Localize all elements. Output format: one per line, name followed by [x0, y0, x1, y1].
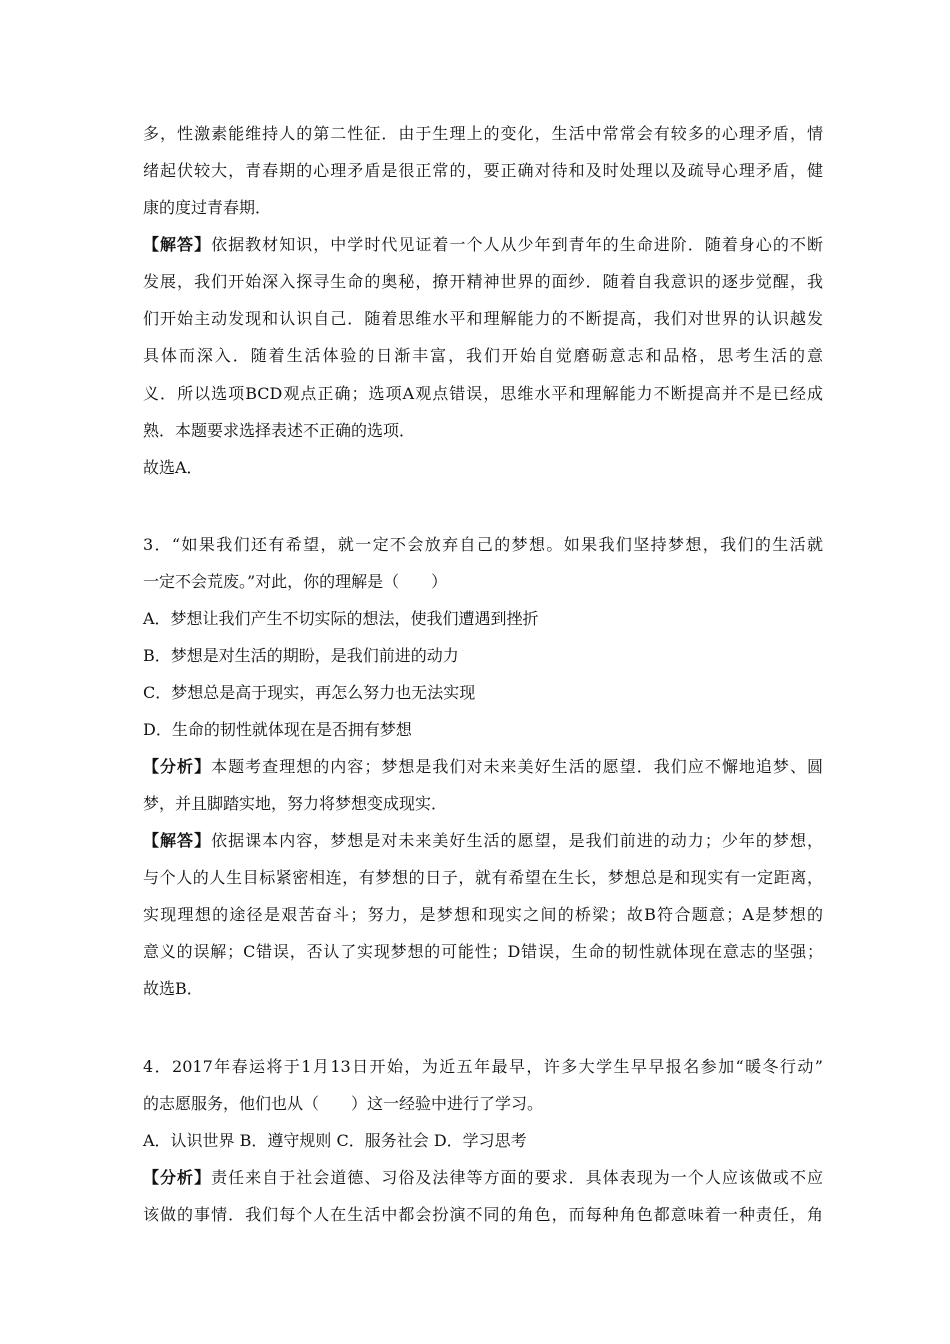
- analysis-text: 责任来自于社会道德、习俗及法律等方面的要求．具体表现为一个人应该做或不应: [211, 1168, 823, 1187]
- analysis-line: [143, 1168, 823, 1190]
- text-line: 们开始主动发现和认识自己．随着思维水平和理解能力的不断提高，我们对世界的认识越发: [143, 309, 823, 328]
- analysis-tag: 【分析】: [143, 757, 212, 776]
- text-line: 康的度过青春期．: [143, 198, 272, 217]
- answer-conclusion: 故选B．: [143, 979, 203, 998]
- answer-text: 依据教材知识，中学时代见证着一个人从少年到青年的生命进阶．随着身心的不断: [211, 235, 823, 254]
- text-line: 实现理想的途径是艰苦奋斗；努力，是梦想和现实之间的桥梁；故B符合题意；A是梦想的: [143, 905, 823, 924]
- question-stem: 4．2017年春运将于1月13日开始，为近五年最早，许多大学生早早报名参加“暖冬行动”: [143, 1057, 823, 1076]
- answer-conclusion: 故选A．: [143, 458, 203, 477]
- text-line: 梦，并且脚踏实地，努力将梦想变成现实．: [143, 794, 448, 813]
- analysis-text: 本题考查理想的内容；梦想是我们对未来美好生活的愿望．我们应不懈地追梦、圆: [211, 757, 823, 776]
- text-line: 具体而深入．随着生活体验的日渐丰富，我们开始自觉磨砺意志和品格，思考生活的意: [143, 346, 823, 365]
- text-line: 意义的误解；C错误，否认了实现梦想的可能性；D错误，生命的韧性就体现在意志的坚强；: [143, 942, 823, 961]
- analysis-tag: 【分析】: [143, 1168, 212, 1187]
- text-line: 义．所以选项BCD观点正确；选项A观点错误，思维水平和理解能力不断提高并不是已经成: [143, 384, 823, 403]
- answer-tag: 【解答】: [143, 831, 212, 850]
- text-line: 发展，我们开始深入探寻生命的奥秘，撩开精神世界的面纱．随着自我意识的逐步觉醒，我: [143, 272, 823, 291]
- text-line: 熟．本题要求选择表述不正确的选项．: [143, 421, 416, 440]
- answer-line: [143, 235, 823, 257]
- options-line: A．认识世界 B．遵守规则 C．服务社会 D．学习思考: [143, 1131, 527, 1150]
- analysis-line: [143, 757, 823, 779]
- option-a: A．梦想让我们产生不切实际的想法，使我们遭遇到挫折: [143, 609, 539, 628]
- text-line: 与个人的人生目标紧密相连，有梦想的日子，就有希望在生长，梦想总是和现实有一定距离，: [143, 868, 823, 887]
- question-stem: 一定不会荒废。”对此，你的理解是（ ）: [143, 572, 448, 591]
- answer-tag: 【解答】: [143, 235, 212, 254]
- option-b: B．梦想是对生活的期盼，是我们前进的动力: [143, 646, 459, 665]
- option-c: C．梦想总是高于现实，再怎么努力也无法实现: [143, 683, 476, 702]
- answer-text: 依据课本内容，梦想是对未来美好生活的愿望，是我们前进的动力；少年的梦想，: [211, 831, 823, 850]
- answer-line: [143, 831, 823, 853]
- text-line: 多，性激素能维持人的第二性征．由于生理上的变化，生活中常常会有较多的心理矛盾，情: [143, 124, 823, 143]
- question-stem: 3．“如果我们还有希望，就一定不会放弃自己的梦想。如果我们坚持梦想，我们的生活就: [143, 535, 823, 554]
- question-stem: 的志愿服务，他们也从（ ）这一经验中进行了学习。: [143, 1094, 544, 1113]
- text-line: 绪起伏较大，青春期的心理矛盾是很正常的，要正确对待和及时处理以及疏导心理矛盾，健: [143, 161, 823, 180]
- text-line: 该做的事情．我们每个人在生活中都会扮演不同的角色，而每种角色都意味着一种责任，角: [143, 1205, 823, 1224]
- option-d: D．生命的韧性就体现在是否拥有梦想: [143, 720, 412, 739]
